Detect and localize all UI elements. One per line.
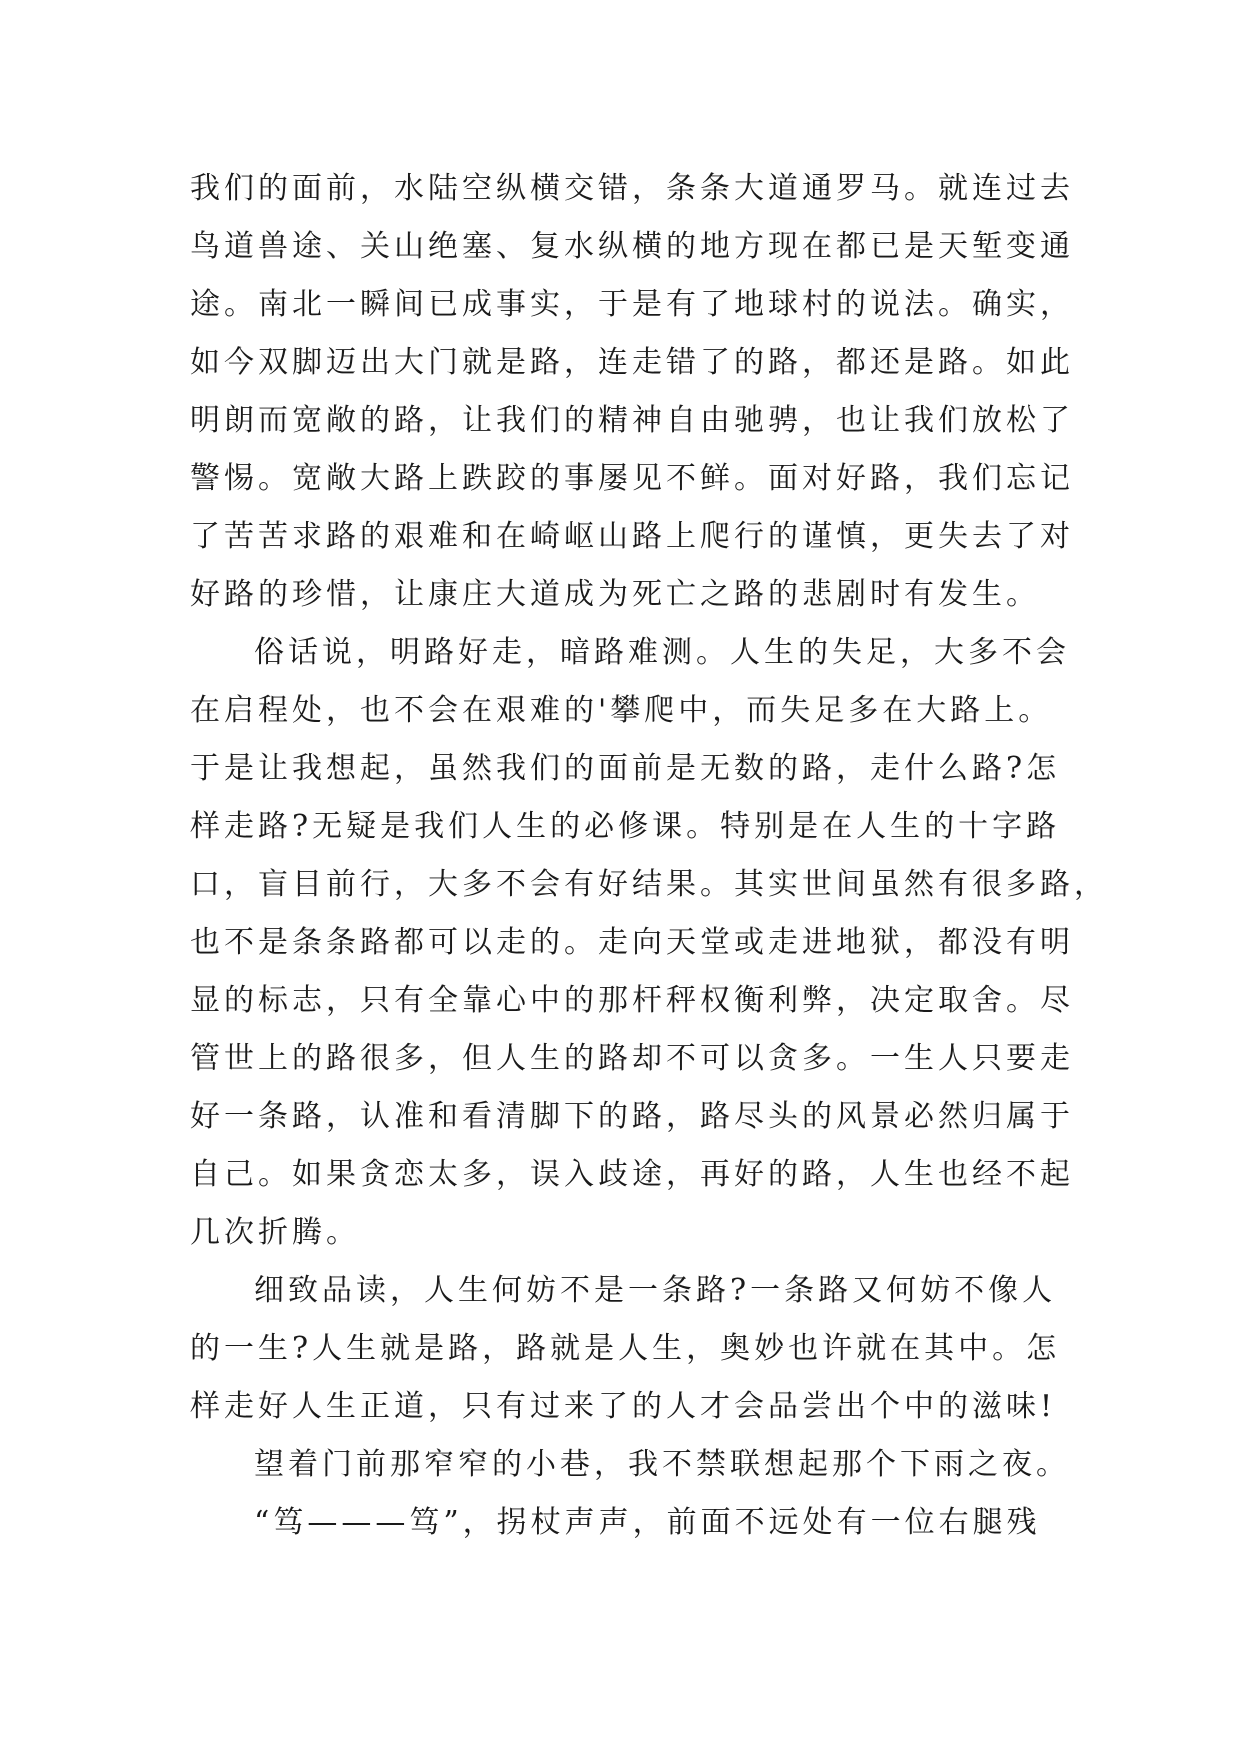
text-line: 样走好人生正道，只有过来了的人才会品尝出个中的滋味!	[190, 1389, 1057, 1424]
paragraph-start-line: “笃———笃”，拐杖声声，前面不远处有一位右腿残	[254, 1505, 1041, 1540]
text-line: 明朗而宽敞的路，让我们的精神自由驰骋，也让我们放松了	[190, 403, 1074, 438]
text-line: 好路的珍惜，让康庄大道成为死亡之路的悲剧时有发生。	[190, 577, 1040, 612]
body-text	[190, 160, 1108, 1552]
text-line: 于是让我想起，虽然我们的面前是无数的路，走什么路?怎	[190, 751, 1061, 786]
text-line: 警惕。宽敞大路上跌跤的事屡见不鲜。面对好路，我们忘记	[190, 461, 1074, 496]
text-line: 途。南北一瞬间已成事实，于是有了地球村的说法。确实，	[190, 287, 1074, 322]
text-line: 管世上的路很多，但人生的路却不可以贪多。一生人只要走	[190, 1041, 1074, 1076]
text-line: 自己。如果贪恋太多，误入歧途，再好的路，人生也经不起	[190, 1157, 1074, 1192]
text-line: 我们的面前，水陆空纵横交错，条条大道通罗马。就连过去	[190, 171, 1074, 206]
text-line: 口，盲目前行，大多不会有好结果。其实世间虽然有很多路，	[190, 867, 1108, 902]
text-line: 几次折腾。	[190, 1215, 360, 1250]
text-line: 鸟道兽途、关山绝塞、复水纵横的地方现在都已是天堑变通	[190, 229, 1074, 264]
text-line: 在启程处，也不会在艰难的'攀爬中，而失足多在大路上。	[190, 693, 1053, 728]
text-line: 如今双脚迈出大门就是路，连走错了的路，都还是路。如此	[190, 345, 1074, 380]
text-line: 显的标志，只有全靠心中的那杆秤权衡利弊，决定取舍。尽	[190, 983, 1074, 1018]
text-line: 了苦苦求路的艰难和在崎岖山路上爬行的谨慎，更失去了对	[190, 519, 1074, 554]
paragraph-start-line: 望着门前那窄窄的小巷，我不禁联想起那个下雨之夜。	[254, 1447, 1070, 1482]
text-line: 的一生?人生就是路，路就是人生，奥妙也许就在其中。怎	[190, 1331, 1061, 1366]
paragraph-start-line: 细致品读，人生何妨不是一条路?一条路又何妨不像人	[254, 1273, 1057, 1308]
text-line: 好一条路，认准和看清脚下的路，路尽头的风景必然归属于	[190, 1099, 1074, 1134]
text-line: 也不是条条路都可以走的。走向天堂或走进地狱，都没有明	[190, 925, 1074, 960]
paragraph-start-line: 俗话说，明路好走，暗路难测。人生的失足，大多不会	[254, 635, 1070, 670]
text-line: 样走路?无疑是我们人生的必修课。特别是在人生的十字路	[190, 809, 1061, 844]
